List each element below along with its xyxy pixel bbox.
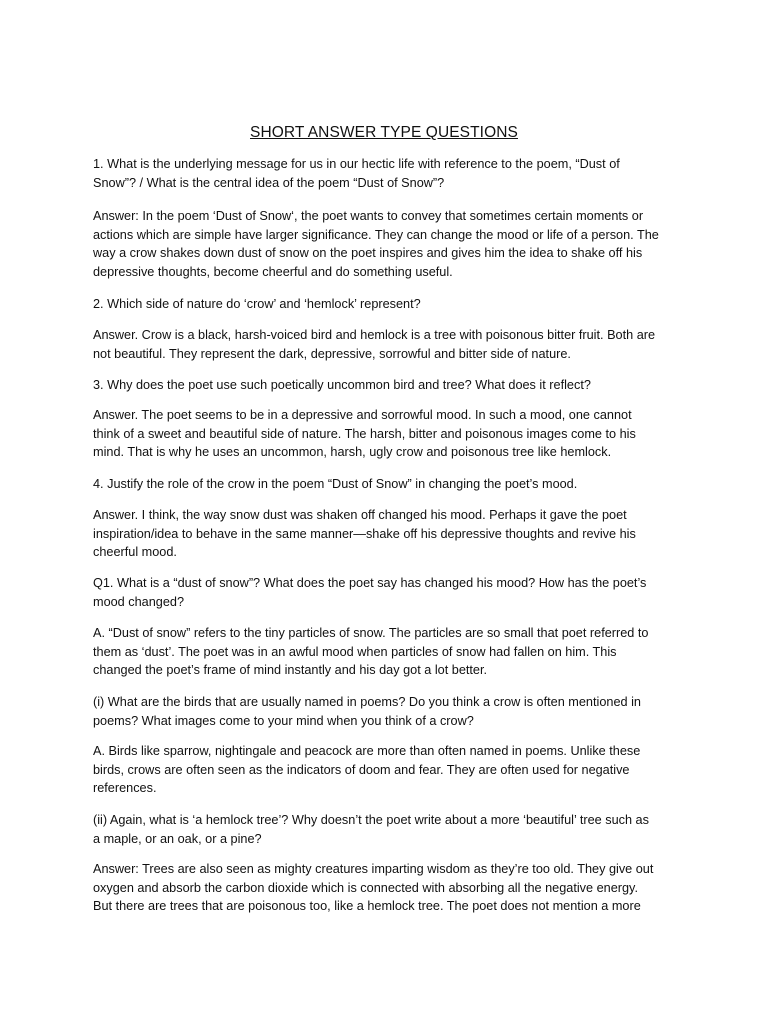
text-line: a maple, or an oak, or a pine? — [93, 831, 262, 846]
text-line: inspiration/idea to behave in the same manner—shake off his depressive thoughts and revive his — [93, 526, 636, 541]
text-line: cheerful mood. — [93, 545, 177, 559]
answer-q1 — [93, 624, 678, 680]
question-1 — [93, 155, 678, 192]
text-line: mind. That is why he uses an uncommon, harsh, ugly crow and poisonous tree like hemlock. — [93, 445, 612, 459]
question-4 — [93, 475, 678, 494]
text-line: depressive thoughts, become cheerful and do something useful. — [93, 264, 453, 279]
text-line: actions which are simple have larger significance. They can change the mood or life of a person. The — [93, 227, 659, 242]
text-line: (i) What are the birds that are usually named in poems? Do you think a crow is often mentioned in — [93, 695, 641, 709]
text-line: Answer. I think, the way snow dust was shaken off changed his mood. Perhaps it gave the poet — [93, 508, 627, 522]
text-line: Answer. The poet seems to be in a depressive and sorrowful mood. In such a mood, one cannot — [93, 408, 632, 422]
page-title: SHORT ANSWER TYPE QUESTIONS — [250, 124, 518, 141]
answer-ii — [93, 860, 678, 916]
answer-i — [93, 742, 678, 798]
text-line: mood changed? — [93, 594, 184, 609]
answer-4 — [93, 506, 678, 562]
text-line: oxygen and absorb the carbon dioxide which is connected with absorbing all the negative energy. — [93, 880, 638, 895]
question-ii — [93, 811, 678, 848]
answer-1 — [93, 207, 678, 281]
question-3 — [93, 376, 678, 395]
answer-2 — [93, 326, 678, 363]
text-line: But there are trees that are poisonous too, like a hemlock tree. The poet does not mention a more — [93, 899, 641, 913]
text-line: birds, crows are often seen as the indicators of doom and fear. They are often used for negative — [93, 762, 630, 777]
text-line: A. Birds like sparrow, nightingale and peacock are more than often named in poems. Unlike these — [93, 744, 641, 758]
answer-3 — [93, 406, 678, 462]
text-line: references. — [93, 781, 157, 795]
text-line: 4. Justify the role of the crow in the poem “Dust of Snow” in changing the poet’s mood. — [93, 477, 578, 491]
question-q1 — [93, 574, 678, 611]
question-2 — [93, 295, 678, 314]
text-line: think of a sweet and beautiful side of nature. The harsh, bitter and poisonous images come to his — [93, 426, 636, 441]
text-line: 2. Which side of nature do ‘crow’ and ‘hemlock’ represent? — [93, 297, 421, 311]
text-line: way a crow shakes down dust of snow on the poet inspires and gives him the idea to shake off his — [93, 246, 643, 260]
text-line: Snow”? / What is the central idea of the poem “Dust of Snow”? — [93, 175, 445, 190]
text-line: Answer: In the poem ‘Dust of Snow‘, the poet wants to convey that sometimes certain moments or — [93, 209, 644, 223]
question-i — [93, 693, 678, 730]
text-line: 3. Why does the poet use such poetically uncommon bird and tree? What does it reflect? — [93, 378, 591, 392]
text-line: A. “Dust of snow” refers to the tiny particles of snow. The particles are so small that poet referred to — [93, 626, 649, 640]
text-line: not beautiful. They represent the dark, depressive, sorrowful and bitter side of nature. — [93, 346, 571, 361]
text-line: Answer. Crow is a black, harsh-voiced bird and hemlock is a tree with poisonous bitter fruit. Both are — [93, 328, 656, 342]
text-line: Q1. What is a “dust of snow”? What does the poet say has changed his mood? How has the poet’s — [93, 576, 647, 590]
text-line: them as ‘dust’. The poet was in an awful mood when particles of snow had fallen on him. This — [93, 644, 617, 659]
text-line: changed the poet’s frame of mind instantly and his day got a lot better. — [93, 663, 488, 677]
text-line: (ii) Again, what is ‘a hemlock tree’? Why doesn’t the poet write about a more ‘beautiful’ tree such as — [93, 813, 649, 827]
text-line: 1. What is the underlying message for us in our hectic life with reference to the poem, “Dust of — [93, 157, 620, 171]
text-line: Answer: Trees are also seen as mighty creatures imparting wisdom as they’re too old. They give out — [93, 862, 654, 876]
text-line: poems? What images come to your mind when you think of a crow? — [93, 713, 474, 728]
